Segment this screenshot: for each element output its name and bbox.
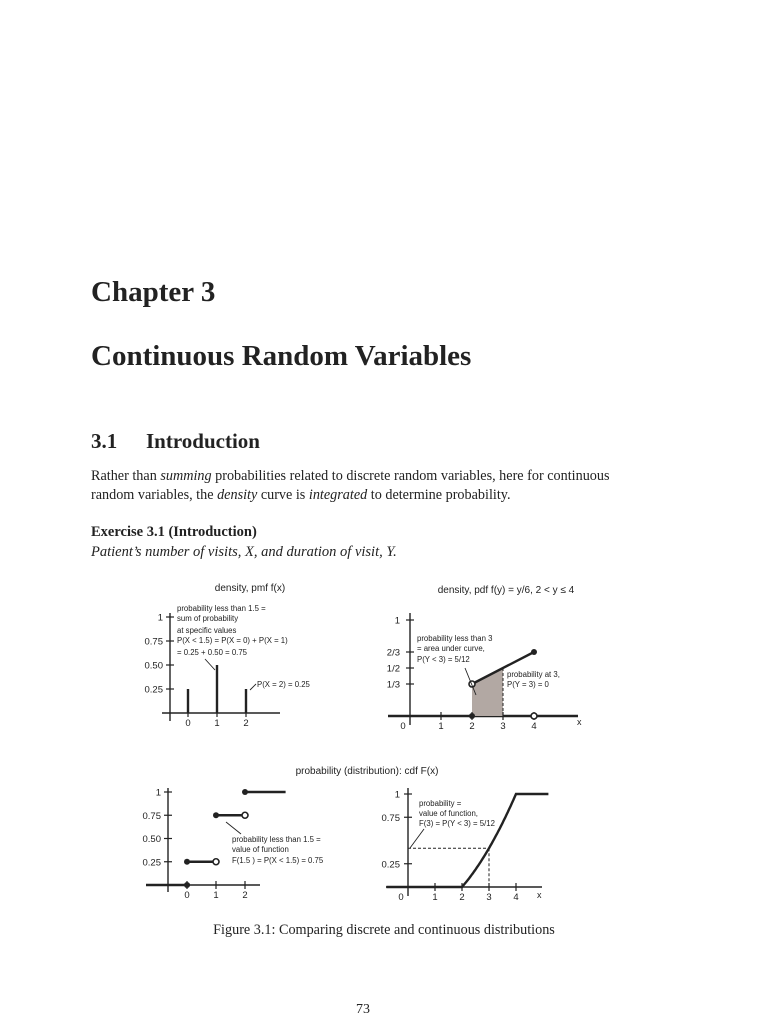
- cdf-continuous-x-tick-label: 2: [459, 892, 465, 903]
- pmf-title: density, pmf f(x): [214, 583, 286, 594]
- pdf-open-point: [531, 713, 537, 719]
- cdf-continuous-note-pointer: [410, 829, 424, 848]
- cdf-continuous-x-tick-label: 1: [432, 892, 438, 903]
- pdf-closed-point: [469, 713, 475, 719]
- cdf-continuous-panel: [382, 788, 549, 903]
- cdf-discrete-y-tick-label: 0.75: [142, 810, 161, 822]
- pdf-closed-point: [531, 649, 537, 655]
- pdf-y-tick-label: 1/2: [386, 663, 400, 675]
- section-title: Introduction: [146, 429, 260, 453]
- cdf-discrete-y-tick-label: 0.25: [142, 857, 161, 869]
- pmf-y-tick-label: 0.25: [144, 684, 163, 696]
- intro-text-3: curve is: [257, 487, 309, 503]
- intro-paragraph: [91, 467, 651, 505]
- pdf-x-label: x: [577, 717, 582, 727]
- cdf-discrete-x-tick-label: 1: [213, 890, 219, 901]
- intro-text-4: to determine probability.: [367, 487, 511, 503]
- pmf-note-pointer: [205, 659, 215, 670]
- intro-emphasis-integrated: integrated: [308, 487, 368, 503]
- cdf-continuous-y-tick-label: 0.75: [381, 812, 400, 824]
- pdf-y-tick-label: 2/3: [386, 647, 400, 659]
- pmf-y-tick-label: 0.75: [144, 636, 163, 648]
- pmf-x-tick-label: 2: [243, 718, 249, 729]
- pmf-note2: P(X = 2) = 0.25: [257, 680, 310, 689]
- cdf-discrete-open-point: [213, 859, 219, 865]
- pdf-note2: probability at 3, P(Y = 3) = 0: [507, 670, 560, 689]
- pdf-y-tick-label: 1/3: [386, 679, 400, 691]
- figure-caption: Figure 3.1: Comparing discrete and continuous distributions: [213, 922, 555, 938]
- intro-emphasis-summing: summing: [160, 468, 212, 484]
- chapter-title: Continuous Random Variables: [91, 340, 472, 372]
- cdf-discrete-note-pointer: [226, 822, 241, 834]
- pmf-note: probability less than 1.5 = sum of probability at specific values P(X < 1.5) = P(X = 0) + P(X = 1) = 0.25 + 0.50 = 0.75: [177, 604, 288, 657]
- intro-emphasis-density: density: [217, 487, 258, 503]
- chapter-label: Chapter 3: [91, 276, 216, 308]
- pmf-y-tick-label: 0.50: [144, 660, 163, 672]
- pdf-x-tick-label: 0: [400, 721, 406, 732]
- pdf-x-tick-label: 1: [438, 721, 444, 732]
- pdf-x-tick-label: 4: [531, 721, 537, 732]
- pmf-panel: [145, 604, 311, 729]
- page-number: 73: [356, 1002, 370, 1017]
- exercise-heading: Exercise 3.1 (Introduction): [91, 524, 257, 540]
- cdf-discrete-closed-point: [184, 859, 190, 865]
- intro-text-2: probabilities related to discrete random variables, here for continuous random variables, the: [91, 468, 610, 503]
- cdf-title: probability (distribution): cdf F(x): [295, 766, 439, 777]
- cdf-continuous-x-tick-label: 3: [486, 892, 492, 903]
- cdf-continuous-y-tick-label: 0.25: [381, 859, 400, 871]
- section-number: 3.1: [91, 429, 118, 453]
- cdf-discrete-closed-point: [242, 789, 248, 795]
- cdf-continuous-x-tick-label: 4: [513, 892, 519, 903]
- cdf-discrete-y-tick-label: 1: [155, 787, 161, 799]
- figure-distributions: [0, 570, 768, 910]
- cdf-discrete-closed-point: [213, 812, 219, 818]
- pmf-x-tick-label: 0: [185, 718, 191, 729]
- cdf-discrete-closed-point: [184, 882, 190, 888]
- cdf-continuous-x-label: x: [537, 890, 542, 900]
- pmf-y-tick-label: 1: [157, 612, 163, 624]
- pmf-x-tick-label: 1: [214, 718, 220, 729]
- cdf-discrete-x-tick-label: 2: [242, 890, 248, 901]
- cdf-continuous-note: probability = value of function, F(3) = P(Y < 3) = 5/12: [419, 799, 495, 828]
- intro-text-1: Rather than: [91, 468, 161, 484]
- pdf-title: density, pdf f(y) = y/6, 2 < y ≤ 4: [437, 585, 575, 596]
- cdf-continuous-y-tick-label: 1: [394, 789, 400, 801]
- exercise-subtitle: Patient’s number of visits, X, and duration of visit, Y.: [91, 544, 397, 560]
- cdf-continuous-curve: [386, 794, 548, 887]
- pdf-y-tick-label: 1: [394, 615, 400, 627]
- cdf-discrete-note: probability less than 1.5 = value of function F(1.5 ) = P(X < 1.5) = 0.75: [232, 835, 324, 865]
- pdf-x-tick-label: 3: [500, 721, 506, 732]
- pdf-x-tick-label: 2: [469, 721, 475, 732]
- pdf-note: probability less than 3 = area under curve, P(Y < 3) = 5/12: [417, 634, 493, 664]
- pmf-note2-pointer: [250, 684, 256, 690]
- cdf-discrete-y-tick-label: 0.50: [142, 834, 161, 845]
- cdf-discrete-x-tick-label: 0: [184, 890, 190, 901]
- pdf-panel: [387, 613, 582, 732]
- cdf-discrete-open-point: [242, 812, 248, 818]
- cdf-discrete-panel: [143, 788, 324, 902]
- cdf-continuous-x-tick-label: 0: [398, 892, 404, 903]
- section-heading: [91, 429, 260, 454]
